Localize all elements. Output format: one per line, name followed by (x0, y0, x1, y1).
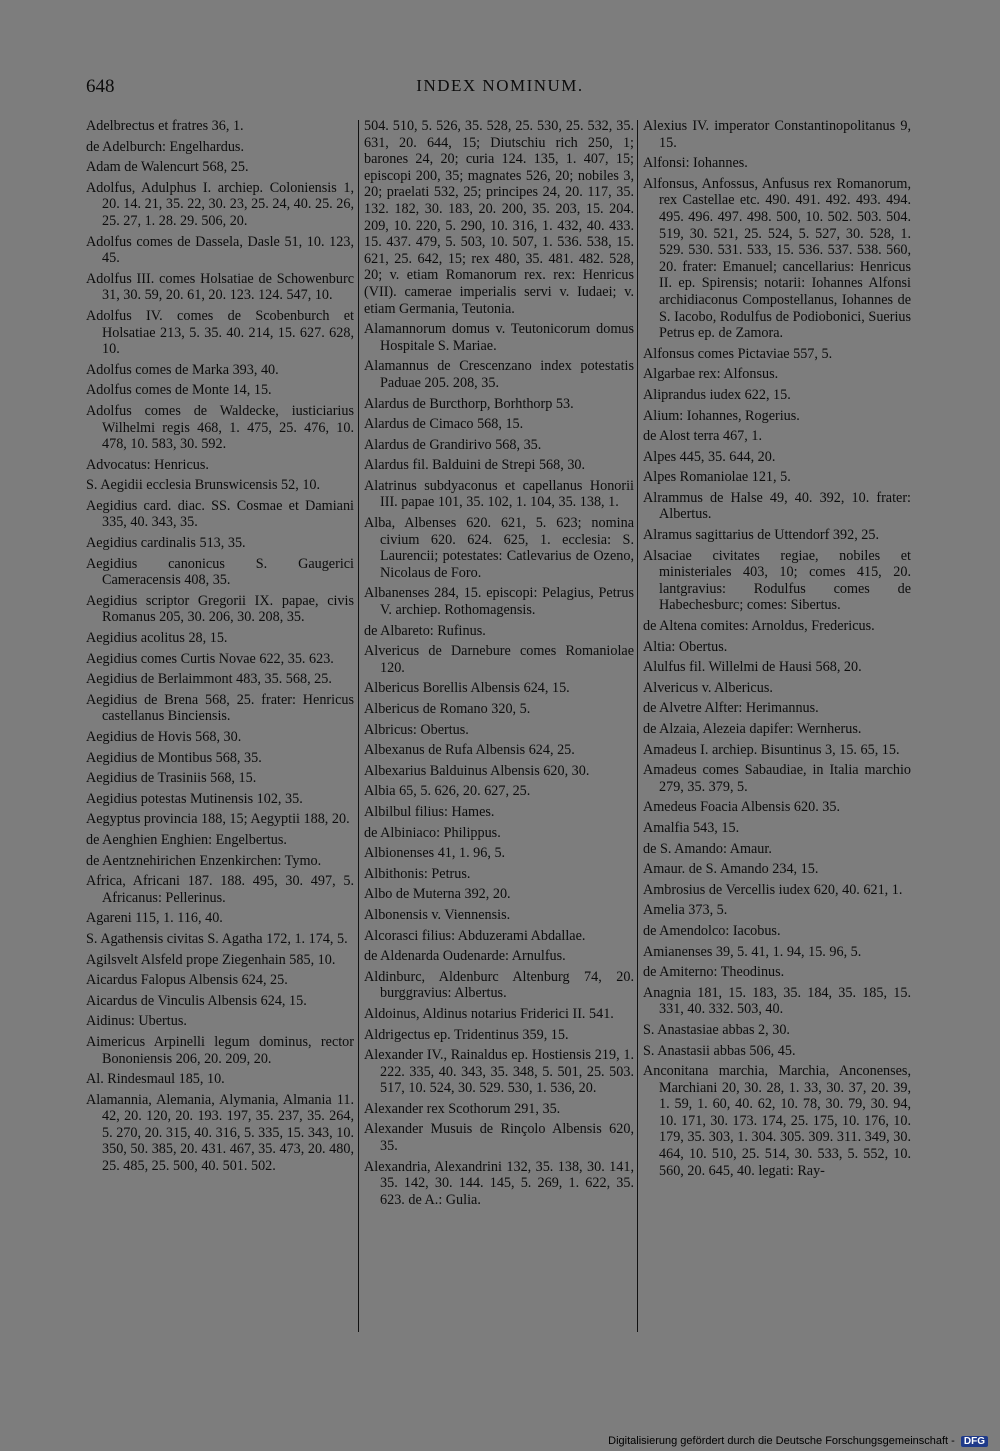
index-entry: S. Anastasiae abbas 2, 30. (643, 1021, 790, 1038)
index-entry: Adolfus III. comes Holsatiae de Schowenburc 31, 30. 59, 20. 61, 20. 123. 124. 547, 10. (86, 270, 354, 304)
index-entry: Aegidius de Berlaimmont 483, 35. 568, 25. (86, 671, 332, 688)
index-entry: Aegidius de Brena 568, 25. frater: Henricus castellanus Binciensis. (86, 691, 354, 725)
index-entry: Adolfus comes de Marka 393, 40. (86, 361, 279, 378)
index-entry: Aldinburc, Aldenburc Altenburg 74, 20. burggravius: Albertus. (364, 968, 634, 1002)
index-entry: Albanenses 284, 15. episcopi: Pelagius, Petrus V. archiep. Rothomagensis. (364, 585, 634, 619)
index-entry: de Alost terra 467, 1. (643, 428, 762, 445)
index-entry: Aegyptus provincia 188, 15; Aegyptii 188, 20. (86, 811, 350, 828)
index-entry: Aidinus: Ubertus. (86, 1013, 187, 1030)
index-entry: Agilsvelt Alsfeld prope Ziegenhain 585, 10. (86, 951, 336, 968)
index-entry: Alardus de Burcthorp, Borhthorp 53. (364, 395, 574, 412)
index-entry: de S. Amando: Amaur. (643, 840, 772, 857)
index-entry: Albilbul filius: Hames. (364, 803, 495, 820)
index-entry: Alexandria, Alexandrini 132, 35. 138, 30. 141, 35. 142, 30. 144. 145, 5. 269, 1. 622, 35. 623. de A.: Gulia. (364, 1158, 634, 1208)
index-entry: Algarbae rex: Alfonsus. (643, 366, 779, 383)
index-entry: Albia 65, 5. 626, 20. 627, 25. (364, 783, 531, 800)
index-entry: de Adelburch: Engelhardus. (86, 138, 244, 155)
index-entry: Aegidius de Montibus 568, 35. (86, 749, 262, 766)
index-entry: Alardus fil. Balduini de Strepi 568, 30. (364, 457, 586, 474)
index-entry: S. Anastasii abbas 506, 45. (643, 1042, 796, 1059)
index-entry: Alardus de Grandirivo 568, 35. (364, 436, 542, 453)
index-column-1 (86, 118, 354, 1179)
index-entry: Adolfus, Adulphus I. archiep. Coloniensis 1, 20. 14. 21, 35. 22, 30. 23, 25. 24, 40. 25. 26, 25. 27, 1. 28. 29. 506, 20. (86, 179, 354, 229)
index-entry: Adolfus comes de Monte 14, 15. (86, 382, 272, 399)
index-entry: Aegidius acolitus 28, 15. (86, 630, 228, 647)
footer-text: Digitalisierung gefördert durch die Deutsche Forschungsgemeinschaft - (608, 1435, 955, 1447)
page-title: INDEX NOMINUM. (416, 76, 584, 95)
index-entry: Anagnia 181, 15. 183, 35. 184, 35. 185, 15. 331, 40. 332. 503, 40. (643, 984, 911, 1018)
index-entry: Alpes 445, 35. 644, 20. (643, 448, 776, 465)
index-entry: Aicardus Falopus Albensis 624, 25. (86, 972, 288, 989)
index-entry: Amadeus comes Sabaudiae, in Italia marchio 279, 35. 379, 5. (643, 762, 911, 795)
index-entry: Adam de Walencurt 568, 25. (86, 159, 249, 176)
index-entry: de Alvetre Alfter: Herimannus. (643, 700, 819, 717)
index-entry: Aldoinus, Aldinus notarius Friderici II. 541. (364, 1005, 614, 1022)
index-entry: Aegidius comes Curtis Novae 622, 35. 623. (86, 650, 334, 667)
index-entry: Albericus de Romano 320, 5. (364, 701, 531, 717)
index-entry: Alfonsi: Iohannes. (643, 155, 748, 172)
index-entry: Alexius IV. imperator Constantinopolitanus 9, 15. (643, 118, 911, 151)
index-entry: Aicardus de Vinculis Albensis 624, 15. (86, 992, 307, 1009)
index-entry: Adolfus comes de Dassela, Dasle 51, 10. 123, 45. (86, 233, 354, 267)
index-entry: Amalfia 543, 15. (643, 819, 740, 836)
index-entry: Alexander Musuis de Rinçolo Albensis 620, 35. (364, 1121, 634, 1155)
footer (608, 1435, 988, 1447)
index-entry: 504. 510, 5. 526, 35. 528, 25. 530, 25. 532, 35. 631, 20. 644, 15; Diutschiu rich 250, 1; barones 24, 20; curia 124. 135, 1. 407, 15; episcopi 200, 35; magnates 526, 20; nobiles 3, 20; praelati 532, 25; principes 24, 20. 117, 35. 132. 182, 30. 183, 20. 200, 35. 203, 15. 204. 209, 10. 220, 5. 290, 10. 316, 1. 432, 40. 433. 15. 437. 479, 5. 503, 10. 507, 1. 536. 538, 15. 621, 25. 642, 15; rex 480, 35. 481. 482. 528, 20; v. etiam Romanorum rex. rex: Henricus (VII). camerae imperialis servi v. Iudaei; v. etiam Germania, Teutonia. (364, 118, 634, 317)
index-entry: Albithonis: Petrus. (364, 865, 471, 882)
index-entry: Adolfus IV. comes de Scobenburch et Holsatiae 213, 5. 35. 40. 214, 15. 627. 628, 10. (86, 307, 354, 358)
index-entry: Alpes Romaniolae 121, 5. (643, 469, 791, 486)
index-entry: Aliprandus iudex 622, 15. (643, 386, 791, 403)
column-rule-left (358, 120, 359, 1332)
index-entry: de Albiniaco: Philippus. (364, 824, 501, 841)
index-entry: de Alzaia, Alezeia dapifer: Wernherus. (643, 721, 862, 737)
index-entry: Alium: Iohannes, Rogerius. (643, 407, 800, 424)
index-entry: Aimericus Arpinelli legum dominus, rector Bononiensis 206, 20. 209, 20. (86, 1033, 354, 1067)
index-column-3 (643, 118, 911, 1183)
index-entry: Albionenses 41, 1. 96, 5. (364, 845, 506, 862)
index-entry: Albericus Borellis Albensis 624, 15. (364, 680, 570, 697)
index-entry: Aegidius scriptor Gregorii IX. papae, civis Romanus 205, 30. 206, 30. 208, 35. (86, 592, 354, 626)
index-entry: Albo de Muterna 392, 20. (364, 886, 511, 903)
index-entry: Aldrigectus ep. Tridentinus 359, 15. (364, 1026, 569, 1043)
index-entry: Albonensis v. Viennensis. (364, 906, 511, 923)
index-entry: Adolfus comes de Waldecke, iusticiarius Wilhelmi regis 468, 1. 475, 25. 476, 10. 478, 10. 583, 30. 592. (86, 402, 354, 453)
index-entry: Alsaciae civitates regiae, nobiles et ministeriales 403, 10; comes 415, 20. lantgravius: Rodulfus comes de Habechesburc; comes: Sibertus. (643, 547, 911, 614)
index-entry: Altia: Obertus. (643, 638, 728, 655)
index-entry: Agareni 115, 1. 116, 40. (86, 910, 223, 927)
index-entry: de Amiterno: Theodinus. (643, 964, 785, 981)
index-entry: Alvericus v. Albericus. (643, 679, 773, 696)
page-number: 648 (86, 76, 115, 97)
index-entry: Alamannorum domus v. Teutonicorum domus Hospitale S. Mariae. (364, 321, 634, 354)
index-entry: Albricus: Obertus. (364, 721, 469, 738)
index-entry: de Amendolco: Iacobus. (643, 922, 781, 939)
index-entry: Albexarius Balduinus Albensis 620, 30. (364, 762, 590, 779)
index-entry: Al. Rindesmaul 185, 10. (86, 1071, 225, 1088)
index-entry: Amadeus I. archiep. Bisuntinus 3, 15. 65, 15. (643, 741, 900, 758)
index-entry: Adelbrectus et fratres 36, 1. (86, 118, 244, 134)
index-entry: Ambrosius de Vercellis iudex 620, 40. 621, 1. (643, 881, 903, 898)
index-column-2 (364, 118, 634, 1212)
index-entry: Amedeus Foacia Albensis 620. 35. (643, 799, 841, 816)
index-entry: Alamannus de Crescenzano index potestatis Paduae 205. 208, 35. (364, 358, 634, 391)
index-entry: Advocatus: Henricus. (86, 456, 209, 473)
index-entry: Anconitana marchia, Marchia, Anconenses, Marchiani 20, 30. 28, 1. 33, 30. 37, 20. 39, 1. 59, 1. 60, 40. 62, 10. 78, 30. 79, 30. 94, 10. 171, 30. 173. 174, 25. 175, 10. 176, 10. 179, 35. 303, 1. 304. 305. 309. 311. 349, 30. 464, 10. 510, 25. 514, 30. 533, 5. 552, 10. 560, 20. 645, 40. legati: Ray- (643, 1063, 911, 1179)
index-entry: Aegidius potestas Mutinensis 102, 35. (86, 790, 303, 807)
index-entry: Amelia 373, 5. (643, 902, 728, 919)
index-entry: Alexander rex Scothorum 291, 35. (364, 1100, 561, 1117)
index-entry: Alamannia, Alemania, Alymania, Almania 11. 42, 20. 120, 20. 193. 197, 35. 237, 35. 264, 5. 270, 20. 315, 40. 316, 5. 335, 15. 343, 10. 350, 50. 385, 20. 431. 467, 35. 473, 20. 480, 25. 485, 25. 500, 40. 501. 502. (86, 1091, 354, 1175)
index-entry: Alrammus de Halse 49, 40. 392, 10. frater: Albertus. (643, 489, 911, 523)
index-entry: de Altena comites: Arnoldus, Fredericus. (643, 618, 875, 635)
column-rule-right (637, 120, 638, 1332)
index-entry: de Aentznehirichen Enzenkirchen: Tymo. (86, 852, 322, 869)
index-entry: Amianenses 39, 5. 41, 1. 94, 15. 96, 5. (643, 943, 862, 960)
index-entry: Aegidius cardinalis 513, 35. (86, 535, 246, 552)
index-entry: S. Aegidii ecclesia Brunswicensis 52, 10. (86, 477, 321, 494)
index-entry: Alulfus fil. Willelmi de Hausi 568, 20. (643, 659, 862, 676)
index-entry: Amaur. de S. Amando 234, 15. (643, 861, 819, 878)
index-entry: Alvericus de Darnebure comes Romaniolae 120. (364, 643, 634, 676)
index-entry: Alfonsus comes Pictaviae 557, 5. (643, 345, 833, 362)
index-entry: Africa, Africani 187. 188. 495, 30. 497, 5. Africanus: Pellerinus. (86, 873, 354, 906)
index-entry: Aegidius de Trasiniis 568, 15. (86, 770, 257, 787)
index-entry: Aegidius card. diac. SS. Cosmae et Damiani 335, 40. 343, 35. (86, 497, 354, 531)
index-entry: de Aldenarda Oudenarde: Arnulfus. (364, 948, 566, 965)
index-entry: Alfonsus, Anfossus, Anfusus rex Romanorum, rex Castellae etc. 490. 491. 492. 493. 494. 495. 496. 497. 498. 500, 10. 502. 503. 504. 519, 30. 521, 25. 524, 5. 527, 30. 528, 1. 529. 530. 531. 533, 15. 536. 537. 538. 560, 20. frater: Emanuel; cancellarius: Henricus II. ep. Spirensis; notarii: Iohannes Alfonsi archidiaconus Compostellanus, Iohannes de S. Iacobo, Rodulfus de Podiobonici, Suerius Petrus ep. de Zamora. (643, 175, 911, 342)
index-entry: S. Agathensis civitas S. Agatha 172, 1. 174, 5. (86, 930, 348, 947)
index-entry: Aegidius de Hovis 568, 30. (86, 729, 242, 745)
dfg-logo: DFG (961, 1436, 988, 1447)
index-entry: Alardus de Cimaco 568, 15. (364, 416, 524, 433)
index-entry: Alexander IV., Rainaldus ep. Hostiensis 219, 1. 222. 335, 40. 343, 35. 348, 5. 501, 25. 503. 517, 10. 524, 30. 529. 530, 1. 536, 20. (364, 1047, 634, 1097)
index-entry: Alba, Albenses 620. 621, 5. 623; nomina civium 620. 624. 625, 1. ecclesia: S. Laurencii; potestates: Catlevarius de Ozeno, Nicolaus de Foro. (364, 515, 634, 581)
index-entry: de Aenghien Enghien: Engelbertus. (86, 831, 287, 848)
index-entry: Alcorasci filius: Abduzerami Abdallae. (364, 927, 586, 944)
index-entry: Alramus sagittarius de Uttendorf 392, 25. (643, 527, 880, 544)
index-entry: de Albareto: Rufinus. (364, 622, 486, 639)
index-entry: Albexanus de Rufa Albensis 624, 25. (364, 742, 575, 759)
index-entry: Alatrinus subdyaconus et capellanus Honorii III. papae 101, 35. 102, 1. 104, 35. 138, 1. (364, 477, 634, 511)
index-entry: Aegidius canonicus S. Gaugerici Cameracensis 408, 35. (86, 555, 354, 589)
